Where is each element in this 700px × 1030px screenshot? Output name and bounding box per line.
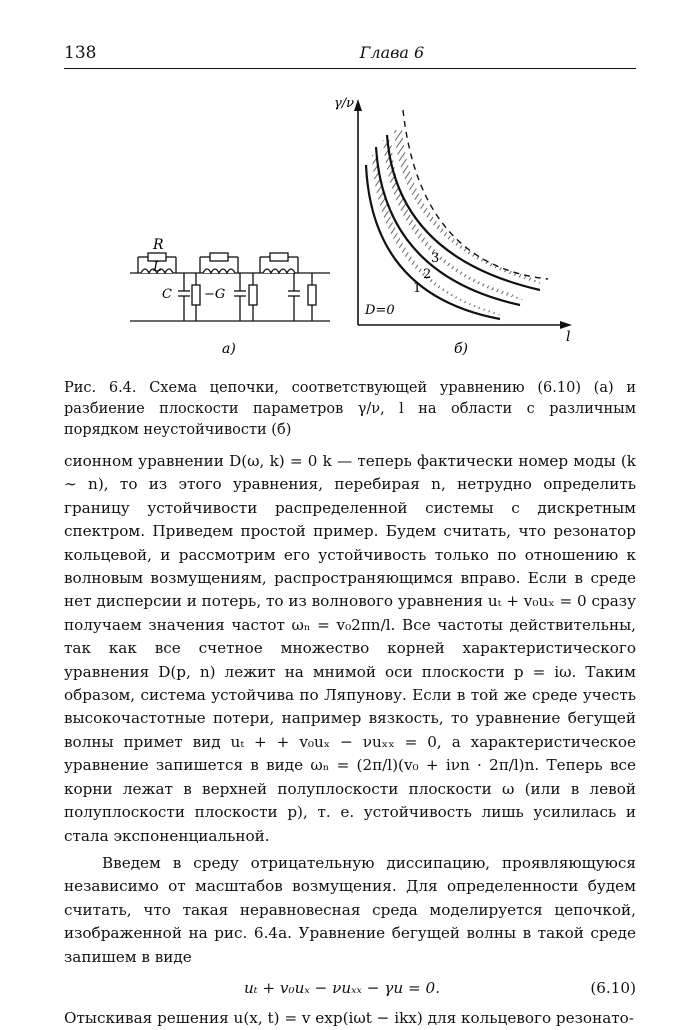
- paragraph-2: Введем в среду отрицательную диссипацию, проявляющуюся независимо от масштабов возмущения. Для определенности будем считать, что такая неравновесная среда моделируется цепочкой, изображенной на рис. 6.4а. Уравнение бегущей волны в такой среде запишем в виде: [64, 853, 636, 966]
- circuit-label-l: L: [153, 260, 162, 275]
- equation-row: [64, 971, 636, 1007]
- curve-label-2: 2: [423, 267, 432, 282]
- figure-caption: Рис. 6.4. Схема цепочки, соответствующей уравнению (6.10) (а) и разбиение плоскости параметров γ/ν, l на области с различным порядком неустойчивости (б): [64, 380, 636, 438]
- y-axis-label: γ/ν: [334, 96, 355, 111]
- x-axis-label: l: [566, 329, 571, 345]
- circuit-label-c: C: [162, 287, 172, 302]
- figure-6-4: [0, 85, 700, 385]
- paragraph-3: Отыскивая решения u(x, t) = v exp(iωt − ikx) для кольцевого резонато-: [64, 1008, 634, 1027]
- body-text: [64, 450, 636, 1030]
- hatch-band-3: [394, 130, 545, 285]
- curve-d0: [366, 165, 500, 319]
- equation-number: (6.10): [590, 978, 636, 997]
- curve-3-dashed: [403, 110, 548, 279]
- figure-label-a: а): [222, 341, 236, 357]
- circuit-label-r: R: [153, 237, 164, 253]
- circuit-label-neg-g: −G: [204, 287, 226, 302]
- curve-label-1: 1: [413, 281, 422, 296]
- chapter-title: Глава 6: [359, 43, 425, 62]
- stability-plot: [354, 99, 572, 329]
- page-number: 138: [64, 43, 97, 63]
- paragraph-1: сионном уравнении D(ω, k) = 0 k — теперь фактически номер моды (k ∼ n), то из этого уравнения, перебирая n, нетрудно определить границу устойчивости распределенной системы с дискретным спектром. Приведем простой пример. Будем считать, что резонатор кольцевой, и рассмотрим его устойчивость только по отношению к волновым возмущениям, распространяющимся вправо. Если в среде нет дисперсии и потерь, то из волнового уравнения uₜ + v₀uₓ = 0 сразу получаем значения частот ωₙ = v₀2πn/l. Все частоты действительны, так как все счетное множество корней характеристического уравнения D(p, n) лежит на мнимой оси плоскости p = iω. Таким образом, система устойчива по Ляпунову. Если в той же среде учесть высокочастотные потери, например вязкость, то уравнение бегущей волны примет вид uₜ + + v₀uₓ − νuₓₓ = 0, а характеристическое уравнение запишется в виде ωₙ = (2π/l)(v₀ + iνn · 2π/l)n. Теперь все корни лежат в верхней полуплоскости плоскости ω (или в левой полуплоскости плоскости p), т. е. устойчивость лишь усилилась и стала экспоненциальной.: [64, 452, 637, 845]
- figure-label-b: б): [454, 341, 469, 357]
- curve-label-d0: D=0: [365, 303, 395, 318]
- equation: uₜ + v₀uₓ − νuₓₓ − γu = 0.: [244, 978, 441, 997]
- header-rule: [64, 68, 636, 69]
- curve-1: [376, 147, 520, 305]
- curve-label-3: 3: [431, 251, 440, 266]
- curve-2: [387, 135, 540, 290]
